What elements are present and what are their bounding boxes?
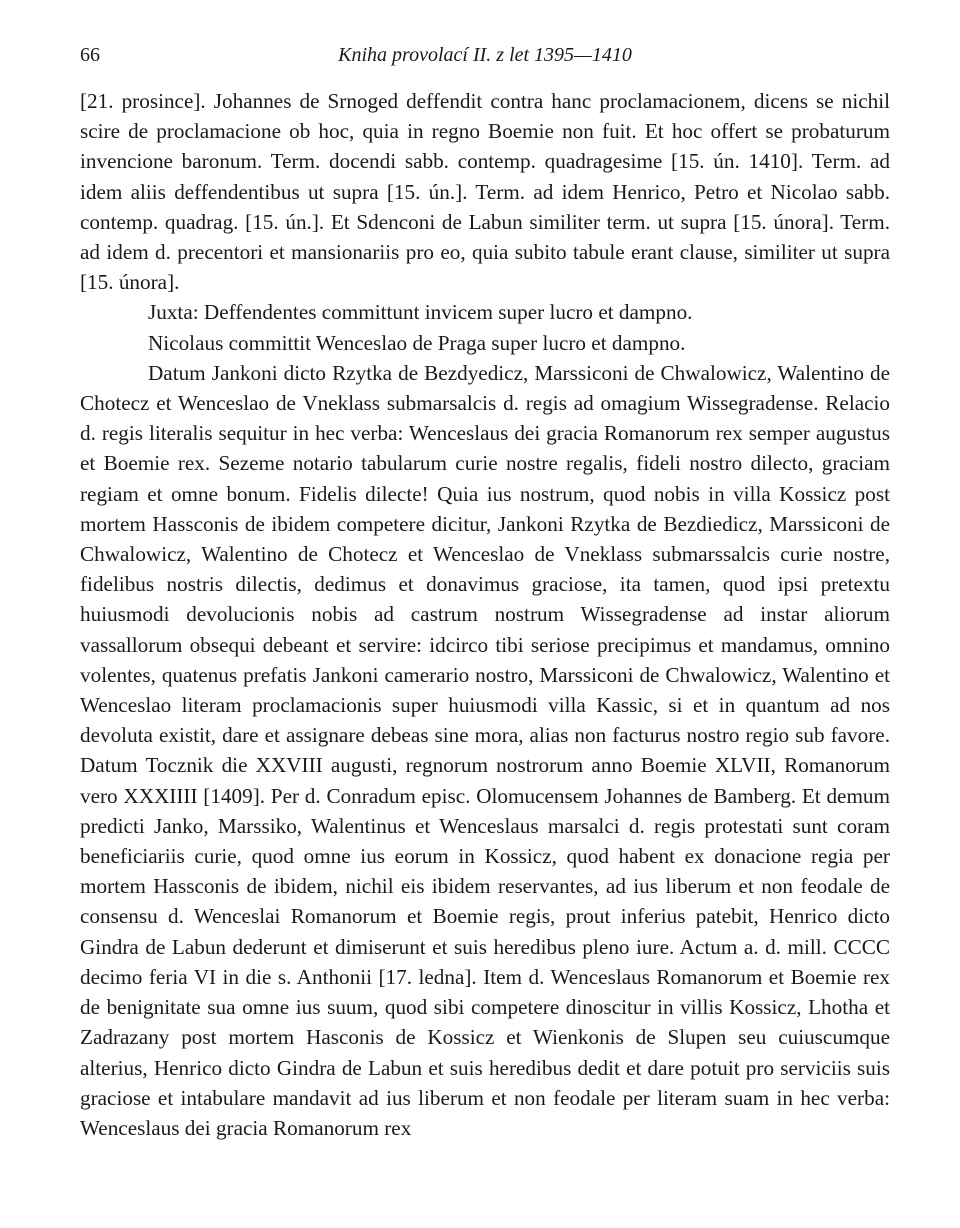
page-header xyxy=(80,44,890,74)
body-text xyxy=(80,86,890,1143)
paragraph-datum: Datum Jankoni dicto Rzytka de Bezdyedicz, Marssiconi de Chwalowicz, Walentino de Chotecz et Wenceslao de Vneklass submarsalcis d. regis ad omagium Wissegradense. Relacio d. regis literalis sequitur in hec verba: Wenceslaus dei gracia Romanorum rex semper augustus et Boemie rex. Sezeme notario tabularum curie nostre regalis, fideli nostro dilecto, graciam regiam et omne bonum. Fidelis dilecte! Quia ius nostrum, quod nobis in villa Kossicz post mortem Hassconis de ibidem competere dicitur, Jankoni Rzytka de Bezdiedicz, Marssiconi de Chwalowicz, Walentino de Chotecz et Wenceslao de Vneklass submarssalcis curie nostre, fidelibus nostris dilectis, dedimus et donavimus graciose, ita tamen, quod ipsi pretextu huiusmodi devolucionis nobis ad castrum nostrum Wissegradense ad instar aliorum vassallorum obsequi debeant et servire: idcirco tibi seriose precipimus et mandamus, omnino volentes, quatenus prefatis Jankoni camerario nostro, Marssiconi de Chwalowicz, Walentino et Wenceslao literam proclamacionis super huiusmodi villa Kassic, si et in quantum ad nos devoluta existit, dare et assignare debeas sine mora, alias non facturus nostro regio sub favore. Datum Tocznik die XXVIII augusti, regnorum nostrorum anno Boemie XLVII, Romanorum vero XXXIIII [1409]. Per d. Conradum episc. Olomucensem Johannes de Bamberg. Et demum predicti Janko, Marssiko, Walentinus et Wenceslaus marsalci d. regis protestati sunt coram beneficiariis curie, quod omne ius eorum in Kossicz, quod habent ex donacione regia per mortem Hassconis de ibidem, nichil eis ibidem reservantes, ad ius liberum et non feodale de consensu d. Wenceslai Romanorum et Boemie regis, prout inferius patebit, Henrico dicto Gindra de Labun dederunt et dimiserunt et suis heredibus pleno iure. Actum a. d. mill. CCCC decimo feria VI in die s. Anthonii [17. ledna]. Item d. Wenceslaus Romanorum et Boemie rex de benignitate sua omne ius suum, quod sibi competere dinoscitur in villis Kossicz, Lhotha et Zadrazany post mortem Hasconis de Kossicz et Wienkonis de Slupen seu cuiuscumque alterius, Henrico dicto Gindra de Labun et suis heredibus dedit et dare potuit pro serviciis suis graciose et intabulare mandavit ad ius liberum et non feodale per literam suam in hec verba: Wenceslaus dei gracia Romanorum rex xyxy=(80,360,890,1140)
page-number: 66 xyxy=(80,44,100,66)
paragraph-juxta: Juxta: Deffendentes committunt invicem super lucro et dampno. xyxy=(148,300,693,325)
paragraph-nicolaus: Nicolaus committit Wenceslao de Praga super lucro et dampno. xyxy=(148,330,686,355)
paragraph-deffensio: [21. prosince]. Johannes de Srnoged deffendit contra hanc proclamacionem, dicens se nichil scire de proclamacione ob hoc, quia in regno Boemie non fuit. Et hoc offert se probaturum invencione baronum. Term. docendi sabb. contemp. quadragesime [15. ún. 1410]. Term. ad idem aliis deffendentibus ut supra [15. ún.]. Term. ad idem Henrico, Petro et Nicolao sabb. contemp. quadrag. [15. ún.]. Et Sdenconi de Labun similiter term. ut supra [15. února]. Term. ad idem d. precentori et mansionariis pro eo, quia subito tabule erant clause, similiter ut supra [15. února]. xyxy=(80,89,890,295)
running-title: Kniha provolací II. z let 1395—1410 xyxy=(338,44,632,66)
